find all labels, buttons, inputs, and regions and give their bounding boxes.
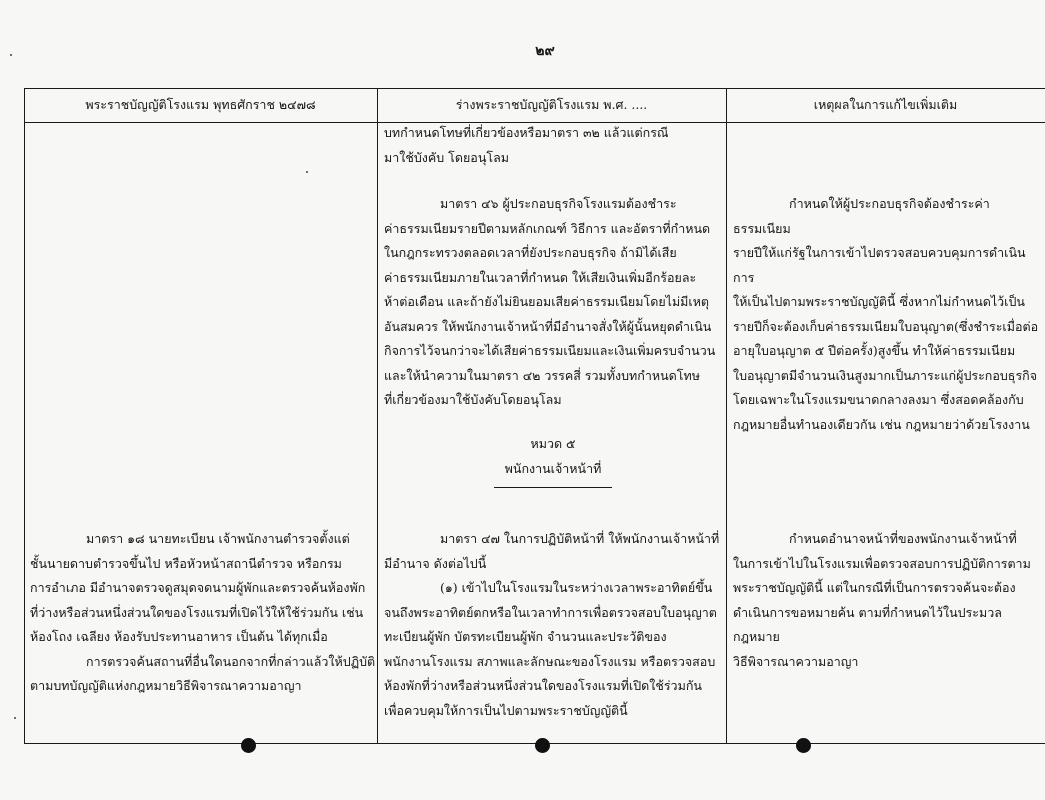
text-line: รายปีก็จะต้องเก็บค่าธรรมเนียมใบอนุญาต(ซึ่งชำระเมื่อต่อ (733, 318, 1039, 334)
chapter-title: พนักงานเจ้าหน้าที่ (504, 460, 602, 476)
text-line: ให้เป็นไปตามพระราชบัญญัตินี้ ซึ่งหากไม่กำหนดไว้เป็น (733, 294, 1025, 309)
text-line: การตรวจค้นสถานที่อื่นใดนอกจากที่กล่าวแล้วให้ปฏิบัติ (86, 653, 376, 669)
text-line: มาตรา ๔๖ ผู้ประกอบธุรกิจโรงแรมต้องชำระ (440, 196, 677, 211)
text-line: และให้นำความในมาตรา ๔๒ วรรคสี่ รวมทั้งบทกำหนดโทษ (384, 367, 700, 383)
column-header-current-act: พระราชบัญญัติโรงแรม พุทธศักราช ๒๔๗๘ (85, 97, 316, 112)
text-line: จนถึงพระอาทิตย์ตกหรือในเวลาทำการเพื่อตรวจสอบใบอนุญาต (384, 604, 717, 620)
col1-section-18 (30, 527, 376, 699)
col2-section-47 (384, 527, 722, 723)
text-line: กิจการไว้จนกว่าจะได้เสียค่าธรรมเนียมและเงินเพิ่มครบจำนวน (384, 343, 716, 358)
scan-speck (14, 717, 16, 719)
text-line: ชั้นนายดาบตำรวจขึ้นไป หรือหัวหน้าสถานีตำรวจ หรือกรม (30, 555, 342, 571)
text-line: การอำเภอ มีอำนาจตรวจดูสมุดจดนามผู้พักและตรวจค้นห้องพัก (30, 580, 366, 595)
scan-speck (10, 54, 12, 56)
text-line: ใบอนุญาตมีจำนวนเงินสูงมากเป็นภาระแก่ผู้ประกอบธุรกิจ (733, 367, 1038, 383)
text-line: ค่าธรรมเนียมภายในเวลาที่กำหนด ให้เสียเงินเพิ่มอีกร้อยละ (384, 269, 697, 285)
text-line: มีอำนาจ ดังต่อไปนี้ (384, 555, 487, 571)
chapter-number: หมวด ๕ (530, 436, 576, 451)
text-line: ในกฎกระทรวงตลอดเวลาที่ยังประกอบธุรกิจ ถ้ามิได้เสีย (384, 245, 677, 260)
column-divider-2 (726, 88, 727, 744)
text-line: อันสมควร ให้พนักงานเจ้าหน้าที่มีอำนาจสั่งให้ผู้นั้นหยุดดำเนิน (384, 318, 712, 334)
col2-carryover (384, 121, 722, 170)
column-divider-1 (377, 88, 378, 744)
text-line: เพื่อควบคุมให้การเป็นไปตามพระราชบัญญัตินี้ (384, 702, 628, 718)
chapter-underline (494, 487, 612, 488)
punch-hole-mark (796, 738, 811, 753)
column-header-draft-act: ร่างพระราชบัญญัติโรงแรม พ.ศ. .... (455, 97, 648, 112)
text-line: มาตรา ๑๘ นายทะเบียน เจ้าพนักงานตำรวจตั้งแต่ (86, 531, 350, 546)
text-line: ตามบทบัญญัติแห่งกฎหมายวิธีพิจารณาความอาญา (30, 678, 302, 693)
col3-reason-fee (733, 192, 1043, 437)
text-line: อายุใบอนุญาต ๕ ปีต่อครั้ง)สูงขึ้น ทำให้ค่าธรรมเนียม (733, 343, 1016, 358)
column-header-reasons: เหตุผลในการแก้ไขเพิ่มเติม (813, 97, 958, 112)
page-number: ๒๙ (535, 43, 555, 59)
text-line: ทะเบียนผู้พัก บัตรทะเบียนผู้พัก จำนวนและประวัติของ (384, 629, 667, 644)
text-line: บทกำหนดโทษที่เกี่ยวข้องหรือมาตรา ๓๒ แล้วแต่กรณี (384, 125, 669, 140)
text-line: (๑) เข้าไปในโรงแรมในระหว่างเวลาพระอาทิตย์ขึ้น (440, 580, 713, 595)
text-line: วิธีพิจารณาความอาญา (733, 653, 859, 669)
table-left-border (24, 88, 25, 744)
punch-hole-mark (535, 738, 550, 753)
col2-chapter-heading (384, 432, 722, 488)
text-line: ห้องโถง เฉลียง ห้องรับประทานอาหาร เป็นต้น ได้ทุกเมื่อ (30, 629, 328, 644)
punch-hole-mark (241, 738, 256, 753)
text-line: มาใช้บังคับ โดยอนุโลม (384, 149, 509, 165)
text-line: ที่เกี่ยวข้องมาใช้บังคับโดยอนุโลม (384, 392, 562, 407)
text-line: ห้าต่อเดือน และถ้ายังไม่ยินยอมเสียค่าธรรมเนียมโดยไม่มีเหตุ (384, 294, 710, 309)
text-line: ค่าธรรมเนียมรายปีตามหลักเกณฑ์ วิธีการ และอัตราที่กำหนด (384, 220, 711, 236)
text-line: พระราชบัญญัตินี้ แต่ในกรณีที่เป็นการตรวจค้นจะต้อง (733, 580, 1016, 595)
text-line: กฎหมายอื่นทำนองเดียวกัน เช่น กฎหมายว่าด้วยโรงงาน (733, 416, 1030, 432)
text-line: กำหนดให้ผู้ประกอบธุรกิจต้องชำระค่าธรรมเนียม (733, 196, 990, 236)
text-line: ที่ว่างหรือส่วนหนึ่งส่วนใดของโรงแรมที่เปิดไว้ให้ใช้ร่วมกัน เช่น (30, 604, 364, 620)
text-line: โดยเฉพาะในโรงแรมขนาดกลางลงมา ซึ่งสอดคล้องกับ (733, 392, 1024, 407)
text-line: รายปีให้แก่รัฐในการเข้าไปตรวจสอบควบคุมการดำเนินการ (733, 245, 1026, 285)
text-line: พนักงานโรงแรม สภาพและลักษณะของโรงแรม หรือตรวจสอบ (384, 653, 716, 669)
text-line: ดำเนินการขอหมายค้น ตามที่กำหนดไว้ในประมวลกฎหมาย (733, 604, 1002, 644)
text-line: ในการเข้าไปในโรงแรมเพื่อตรวจสอบการปฏิบัติการตาม (733, 555, 1031, 571)
col3-reason-officers (733, 527, 1043, 674)
text-line: มาตรา ๔๗ ในการปฏิบัติหน้าที่ ให้พนักงานเจ้าหน้าที่ (440, 531, 720, 546)
text-line: ห้องพักที่ว่างหรือส่วนหนึ่งส่วนใดของโรงแรมที่เปิดใช้ร่วมกัน (384, 678, 702, 693)
col2-section-46 (384, 192, 722, 413)
text-line: กำหนดอำนาจหน้าที่ของพนักงานเจ้าหน้าที่ (789, 531, 1017, 546)
scan-speck (306, 171, 308, 173)
